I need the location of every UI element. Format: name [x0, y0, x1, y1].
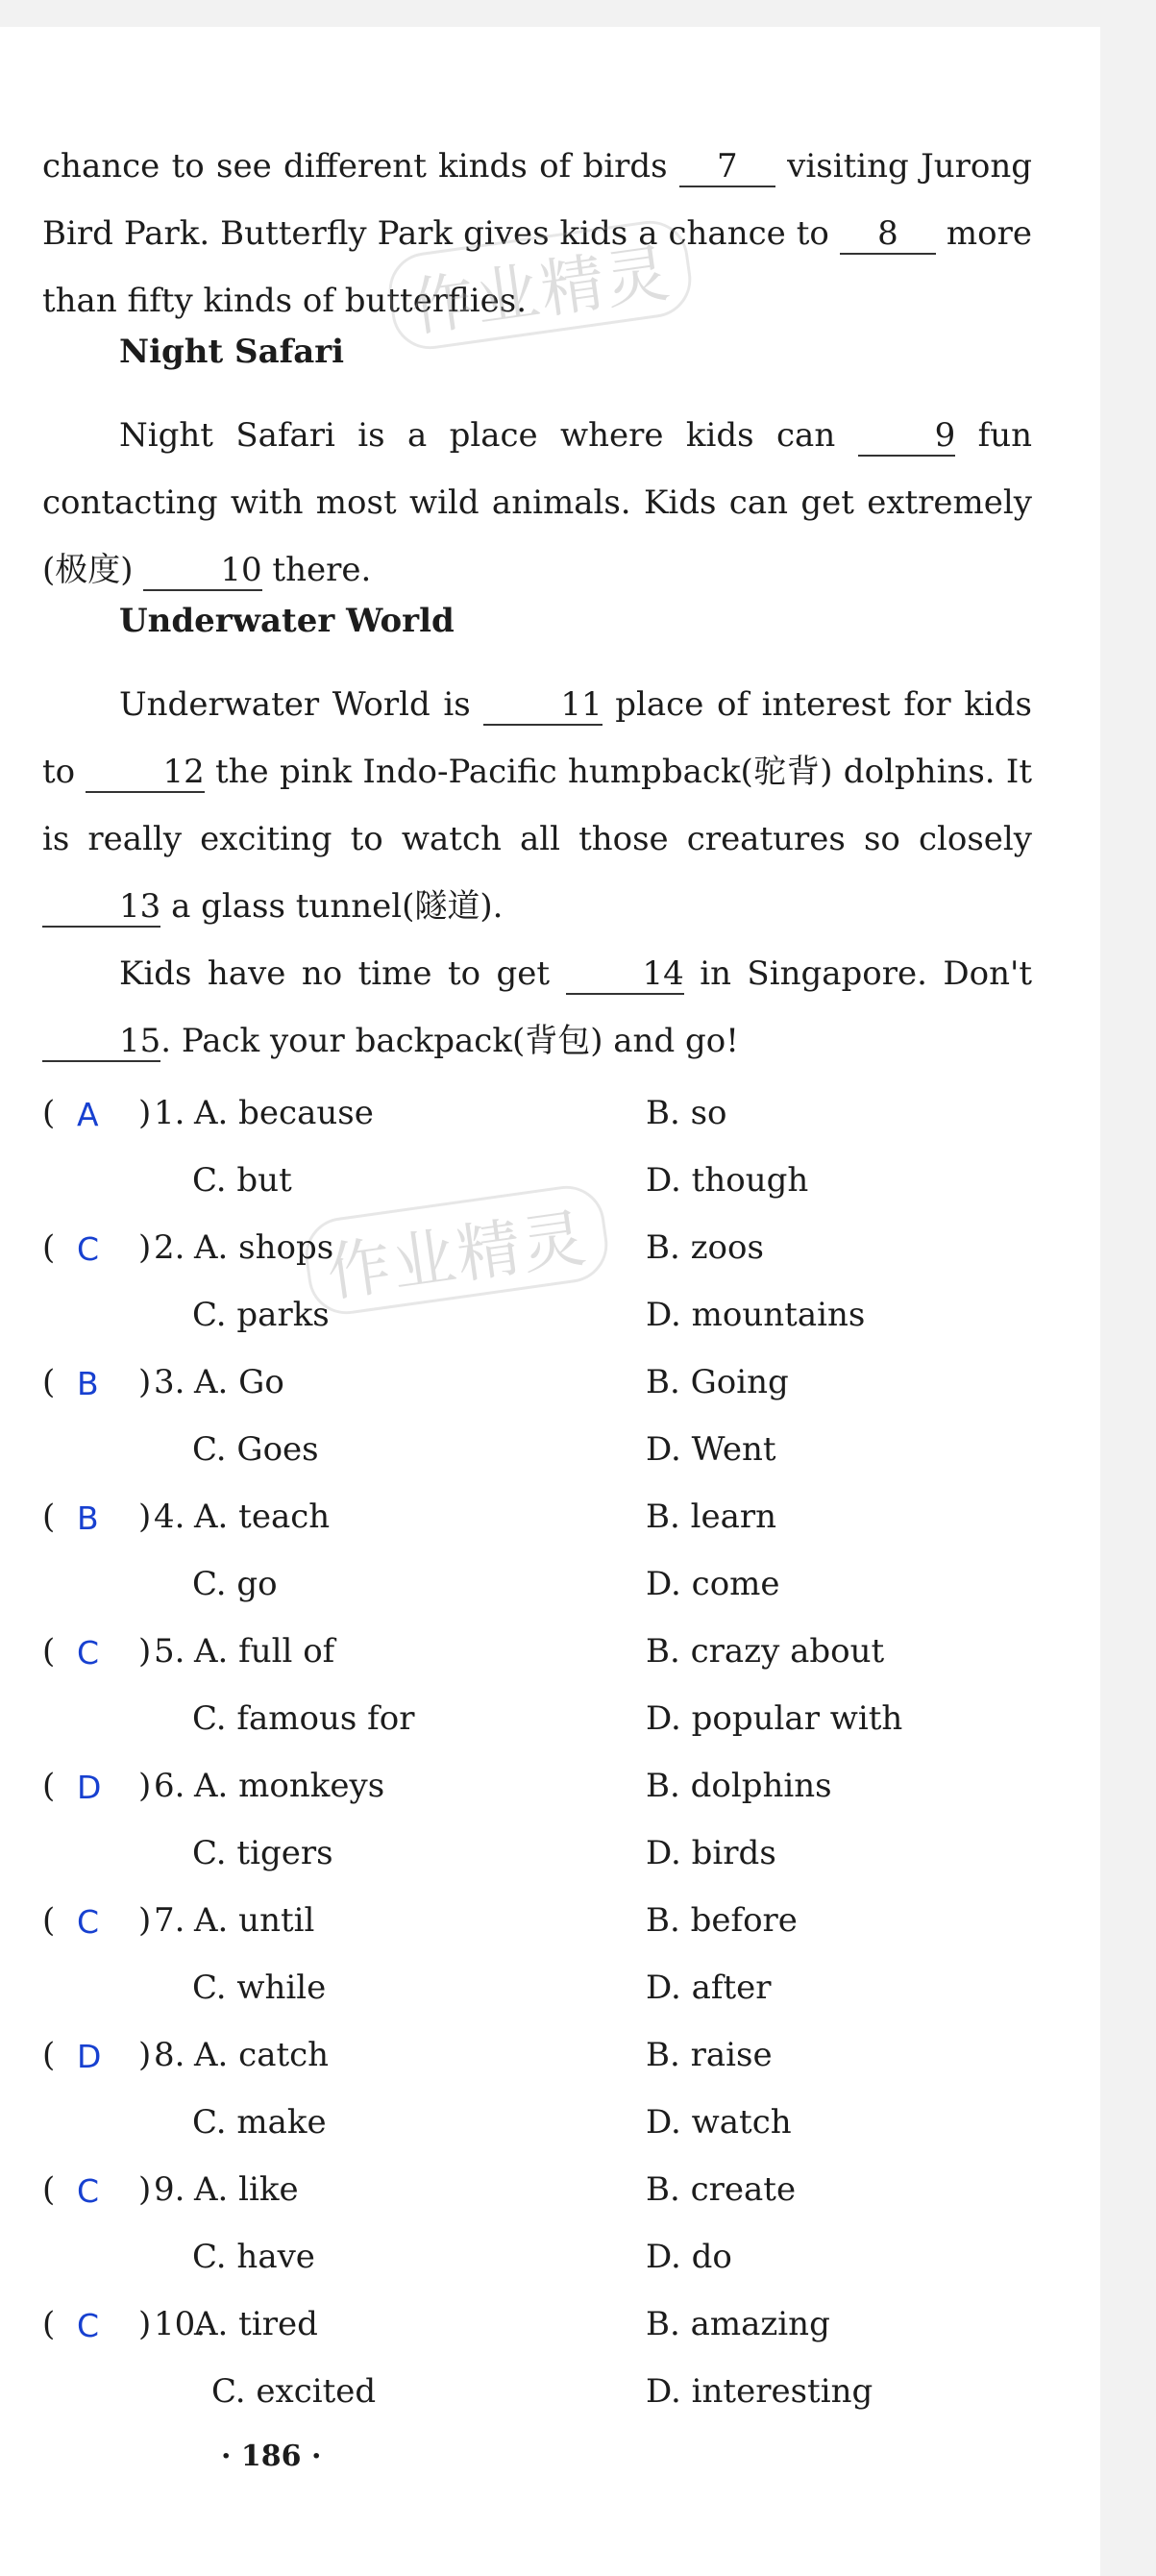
question-number: 6. [154, 1767, 185, 1805]
watermark: 作业精灵 [300, 1181, 612, 1320]
question-number: 8. [154, 2036, 185, 2074]
question-4: ( B ) 4. A. teach B. learn C. go D. come [42, 1498, 780, 1603]
question-number: 9. [154, 2170, 185, 2209]
question-7: ( C ) 7. A. until B. before C. while D. after [42, 1901, 798, 2007]
option-c: C. parks [192, 1296, 330, 1334]
option-a: A. catch [194, 2036, 330, 2074]
question-8: ( D ) 8. A. catch B. raise C. make D. watch [42, 2036, 792, 2142]
blank-8: 8 [840, 214, 936, 255]
option-d: D. mountains [646, 1296, 866, 1334]
option-a: A. until [194, 1901, 315, 1940]
option-d: D. popular with [646, 1699, 903, 1738]
option-a: A. tired [194, 2305, 318, 2343]
blank-7: 7 [679, 147, 775, 187]
option-d: D. come [646, 1565, 780, 1603]
answer-mark: D [77, 2038, 102, 2075]
question-number: 5. [154, 1632, 185, 1671]
option-a: A. teach [194, 1498, 331, 1536]
blank-12: 12 [86, 753, 204, 793]
answer-mark: C [77, 1634, 100, 1672]
option-c: C. but [192, 1161, 292, 1200]
question-number: 3. [154, 1363, 185, 1401]
blank-15: 15 [42, 1022, 160, 1062]
option-d: D. do [646, 2238, 732, 2276]
option-a: A. shops [194, 1228, 334, 1267]
question-6: ( D ) 6. A. monkeys B. dolphins C. tigers D. birds [42, 1767, 832, 1872]
option-b: B. crazy about [646, 1632, 885, 1671]
option-d: D. birds [646, 1834, 776, 1872]
blank-10: 10 [143, 551, 261, 591]
option-a: A. full of [194, 1632, 335, 1671]
option-b: B. zoos [646, 1228, 764, 1267]
answer-mark: C [77, 2172, 100, 2210]
blank-11: 11 [483, 685, 602, 726]
option-a: A. because [194, 1094, 374, 1132]
question-9: ( C ) 9. A. like B. create C. have D. do [42, 2170, 797, 2276]
option-b: B. raise [646, 2036, 773, 2074]
question-2: ( C ) 2. A. shops B. zoos C. parks D. mountains [42, 1228, 866, 1334]
option-b: B. dolphins [646, 1767, 832, 1805]
question-number: 10. [154, 2305, 207, 2343]
answer-mark: A [77, 1096, 99, 1133]
heading-night-safari: Night Safari [119, 333, 345, 371]
passage-paragraph-3: Underwater World is 11 place of interest for kids to 12 the pink Indo-Pacific humpback(驼背) dolphins. It is really exciting to watch all those creatures so closely 13 a glass tunnel(隧道). [42, 685, 1032, 926]
option-c: C. Goes [192, 1430, 319, 1469]
page-number: · 186 · [221, 2440, 322, 2473]
option-c: C. make [192, 2103, 327, 2142]
option-b: B. create [646, 2170, 797, 2209]
option-c: C. famous for [192, 1699, 415, 1738]
option-b: B. so [646, 1094, 727, 1132]
passage-paragraph-1: chance to see different kinds of birds 7 visiting Jurong Bird Park. Butterfly Park gives kids a chance to 8 more than fifty kinds of butterflies. [42, 147, 1032, 320]
option-c: C. have [192, 2238, 315, 2276]
heading-underwater-world: Underwater World [119, 602, 455, 640]
answer-mark: C [77, 2307, 100, 2344]
option-c: C. go [192, 1565, 278, 1603]
answer-mark: C [77, 1903, 100, 1941]
question-5: ( C ) 5. A. full of B. crazy about C. famous for D. popular with [42, 1632, 903, 1738]
option-a: A. like [194, 2170, 299, 2209]
passage-paragraph-2: Night Safari is a place where kids can 9 fun contacting with most wild animals. Kids can get extremely (极度) 10 there. [42, 416, 1033, 589]
question-number: 2. [154, 1228, 185, 1267]
blank-14: 14 [566, 954, 684, 995]
option-b: B. learn [646, 1498, 777, 1536]
answer-mark: D [77, 1769, 102, 1806]
question-number: 7. [154, 1901, 185, 1940]
option-d: D. after [646, 1969, 772, 2007]
option-d: D. though [646, 1161, 809, 1200]
answer-mark: B [77, 1499, 99, 1537]
option-c: C. while [192, 1969, 327, 2007]
page [0, 27, 1100, 2576]
option-a: A. Go [194, 1363, 284, 1401]
option-b: B. Going [646, 1363, 789, 1401]
passage-paragraph-4: Kids have no time to get 14 in Singapore. Don't 15. Pack your backpack(背包) and go! [42, 940, 1032, 1075]
question-1: ( A ) 1. A. because B. so C. but D. though [42, 1094, 809, 1200]
question-10: ( C ) 10. A. tired B. amazing C. excited D. interesting [42, 2305, 873, 2411]
question-number: 4. [154, 1498, 185, 1536]
option-c: C. excited [211, 2372, 377, 2411]
option-b: B. before [646, 1901, 798, 1940]
blank-9: 9 [858, 416, 956, 457]
answer-mark: C [77, 1230, 100, 1268]
option-d: D. interesting [646, 2372, 873, 2411]
blank-13: 13 [42, 887, 160, 928]
option-a: A. monkeys [194, 1767, 385, 1805]
option-d: D. watch [646, 2103, 792, 2142]
option-c: C. tigers [192, 1834, 333, 1872]
answer-mark: B [77, 1365, 99, 1402]
option-b: B. amazing [646, 2305, 830, 2343]
watermark: 作业精灵 [383, 216, 696, 355]
question-3: ( B ) 3. A. Go B. Going C. Goes D. Went [42, 1363, 789, 1469]
question-number: 1. [154, 1094, 185, 1132]
option-d: D. Went [646, 1430, 776, 1469]
